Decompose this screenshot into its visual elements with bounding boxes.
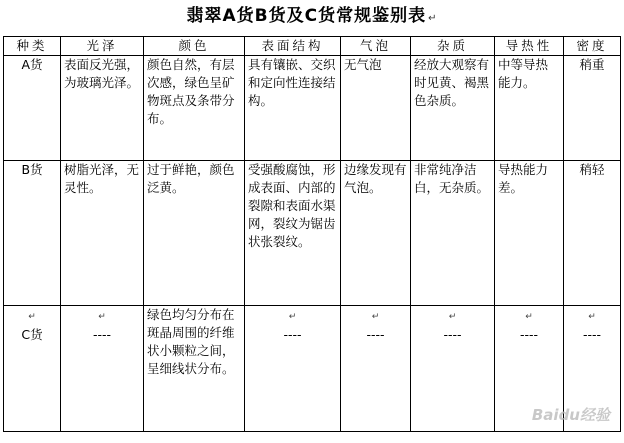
paragraph-mark-icon: ↵: [588, 312, 596, 322]
header-density: 密度: [564, 37, 621, 56]
table-title: 翡翠A货B货及C货常规鉴别表 ↵: [186, 6, 438, 26]
header-impurities: 杂质: [411, 37, 495, 56]
header-thermal: 导热性: [495, 37, 564, 56]
cell-kind: A货: [4, 56, 61, 161]
header-kind: 种类: [4, 37, 61, 56]
table-row-b: [4, 161, 621, 306]
cell-density: ↵ ----: [564, 306, 621, 432]
cell-density: 稍轻: [564, 161, 621, 306]
cell-luster: ↵ ----: [61, 306, 144, 432]
cell-luster: 表面反光强，为玻璃光泽。: [61, 56, 144, 161]
cell-impurities: 非常纯净洁白，无杂质。: [411, 161, 495, 306]
cell-surface: ↵ ----: [245, 306, 341, 432]
cell-density: 稍重: [564, 56, 621, 161]
header-color: 颜色: [144, 37, 245, 56]
cell-impurities: 经放大观察有时见黄、褐黑色杂质。: [411, 56, 495, 161]
cell-kind: ↵ C货: [4, 306, 61, 432]
cell-color: 颜色自然，有层次感，绿色呈矿物斑点及条带分布。: [144, 56, 245, 161]
cell-thermal: 导热能力差。: [495, 161, 564, 306]
cell-bubbles: 无气泡: [341, 56, 411, 161]
header-surface: 表面结构: [245, 37, 341, 56]
cell-thermal: 中等导热能力。: [495, 56, 564, 161]
paragraph-mark-icon: ↵: [98, 312, 106, 322]
baidu-watermark: Baidu经验: [531, 406, 610, 424]
comparison-table: [3, 36, 621, 432]
cell-surface: 具有镶嵌、交织和定向性连接结构。: [245, 56, 341, 161]
cell-color: 绿色均匀分布在斑晶周围的纤维状小颗粒之间，呈细线状分布。: [144, 306, 245, 432]
paragraph-mark-icon: ↵: [428, 13, 438, 24]
cell-color: 过于鲜艳，颜色泛黄。: [144, 161, 245, 306]
header-bubbles: 气泡: [341, 37, 411, 56]
cell-kind: B货: [4, 161, 61, 306]
header-row: [4, 37, 621, 56]
cell-impurities: ↵ ----: [411, 306, 495, 432]
table-row-c: [4, 306, 621, 432]
paragraph-mark-icon: ↵: [288, 312, 297, 322]
cell-bubbles: 边缘发现有气泡。: [341, 161, 411, 306]
cell-luster: 树脂光泽，无灵性。: [61, 161, 144, 306]
cell-bubbles: ↵ ----: [341, 306, 411, 432]
paragraph-mark-icon: ↵: [371, 312, 380, 322]
paragraph-mark-icon: ↵: [28, 312, 36, 322]
paragraph-mark-icon: ↵: [525, 312, 533, 322]
header-luster: 光泽: [61, 37, 144, 56]
table-row-a: [4, 56, 621, 161]
paragraph-mark-icon: ↵: [448, 312, 457, 322]
cell-thermal: ↵ ----: [495, 306, 564, 432]
cell-surface: 受强酸腐蚀，形成表面、内部的裂隙和表面水渠网，裂纹为锯齿状张裂纹。: [245, 161, 341, 306]
